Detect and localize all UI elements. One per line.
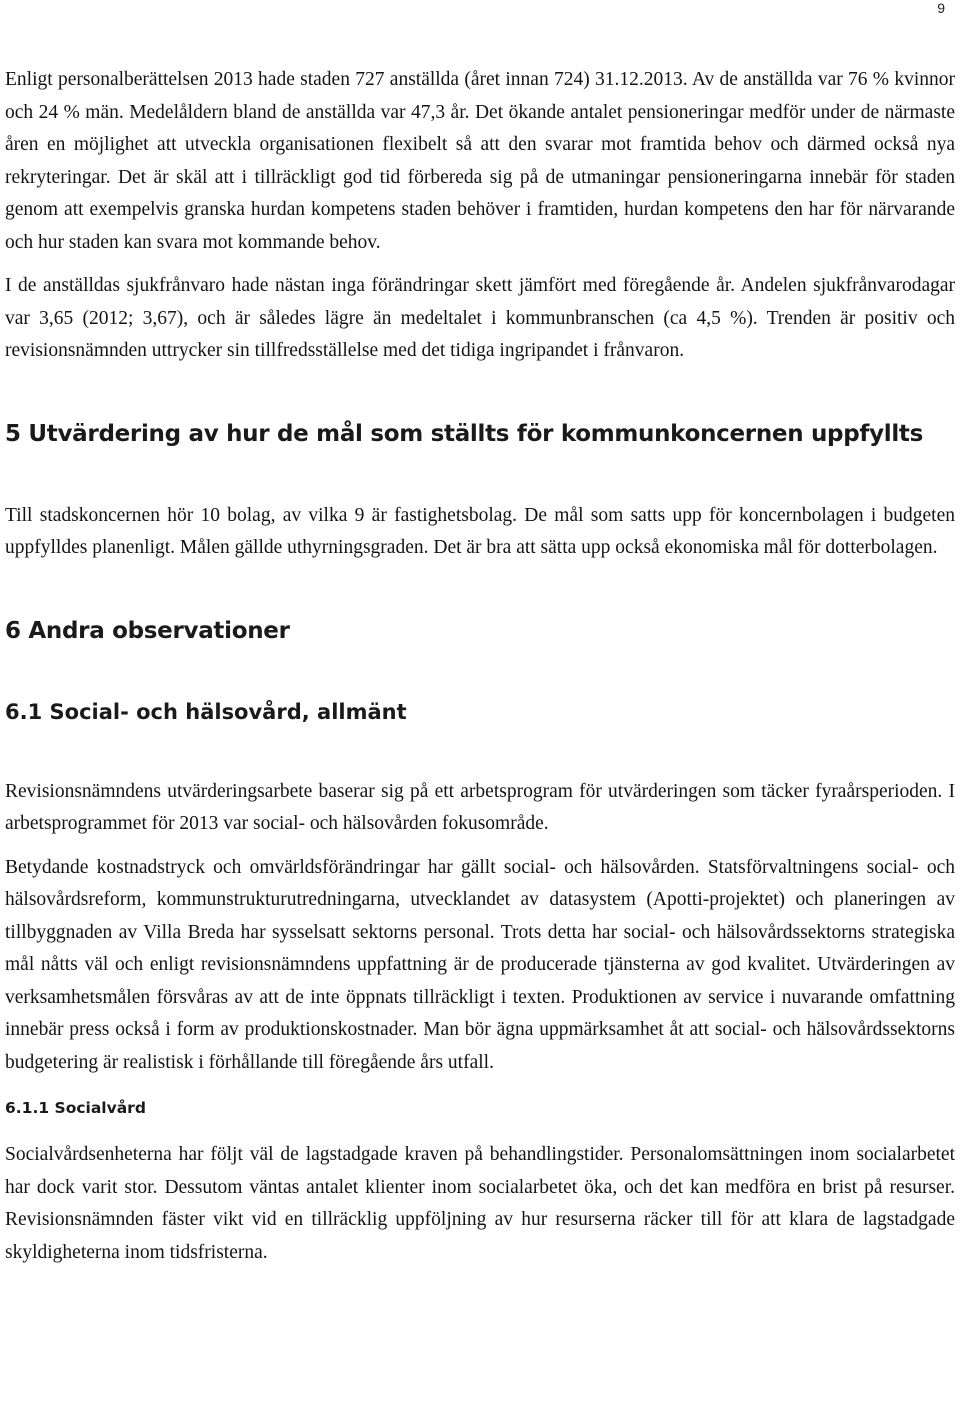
heading-section-6-1: 6.1 Social- och hälsovård, allmänt bbox=[5, 699, 407, 724]
paragraph-cost-pressure: Betydande kostnadstryck och omvärldsförändringar har gällt social- och hälsovården. Statsförvaltningens social- och hälsovårdsreform, kommunstrukturutredningarna, utvecklandet av datasystem (Apotti-projektet) och planeringen av tillbyggnaden av Villa Breda har sysselsatt sektorns personal. Trots detta har social- och hälsovårdssektorns strategiska mål nåtts väl och enligt revisionsnämndens uppfattning är de producerade tjänsterna av god kvalitet. Utvärderingen av verksamhetsmålen försvåras av att de inte öppnats tillräckligt i texten. Produktionen av service i nuvarande omfattning innebär press också i form av produktionskostnader. Man bör ägna uppmärksamhet åt att social- och hälsovårdssektorns budgetering är realistisk i förhållande till föregående års utfall. bbox=[5, 856, 955, 1073]
paragraph-evaluation-program: Revisionsnämndens utvärderingsarbete baserar sig på ett arbetsprogram för utvärderingen som täcker fyraårsperioden. I arbetsprogrammet för 2013 var social- och hälsovården fokusområde. bbox=[5, 780, 955, 834]
document-body bbox=[5, 64, 955, 1280]
page-number: 9 bbox=[937, 0, 945, 16]
paragraph-personnel: Enligt personalberättelsen 2013 hade staden 727 anställda (året innan 724) 31.12.2013. Av de anställda var 76 % kvinnor och 24 % män. Medelåldern bland de anställda var 47,3 år. Det ökande antalet pensioneringar medför under de närmaste åren en möjlighet att utveckla organisationen flexibelt så att den svarar mot framtida behov och därmed också nya rekryteringar. Det är skäl att i tillräckligt god tid förbereda sig på de utmaningar pensioneringarna innebär för staden genom att exempelvis granska hurdan kompetens staden behöver i framtiden, hurdan kompetens den har för närvarande och hur staden kan svara mot kommande behov. bbox=[5, 69, 955, 253]
paragraph-sick-leave: I de anställdas sjukfrånvaro hade nästan inga förändringar skett jämfört med föregående år. Andelen sjukfrånvarodagar var 3,65 (2012; 3,67), och är således lägre än medeltalet i kommunbranschen (ca 4,5 %). Trenden är positiv och revisionsnämnden uttrycker sin tillfredsställelse med det tidiga ingripandet i frånvaron. bbox=[5, 275, 955, 361]
heading-section-6: 6 Andra observationer bbox=[5, 617, 290, 644]
paragraph-social-care: Socialvårdsenheterna har följt väl de lagstadgade kraven på behandlingstider. Personalomsättningen inom socialarbetet har dock varit stor. Dessutom väntas antalet klienter inom socialarbetet öka, och det kan medföra en brist på resurser. Revisionsnämnden fäster vikt vid en tillräcklig uppföljning av hur resurserna räcker till för att klara de lagstadgade skyldigheterna inom tidsfristerna. bbox=[5, 1144, 955, 1263]
heading-section-6-1-1: 6.1.1 Socialvård bbox=[5, 1099, 146, 1117]
heading-section-5: 5 Utvärdering av hur de mål som ställts för kommunkoncernen uppfyllts bbox=[5, 420, 924, 447]
paragraph-city-group: Till stadskoncernen hör 10 bolag, av vilka 9 är fastighetsbolag. De mål som satts upp för koncernbolagen i budgeten uppfylldes planenligt. Målen gällde uthyrningsgraden. Det är bra att sätta upp också ekonomiska mål för dotterbolagen. bbox=[5, 504, 955, 558]
